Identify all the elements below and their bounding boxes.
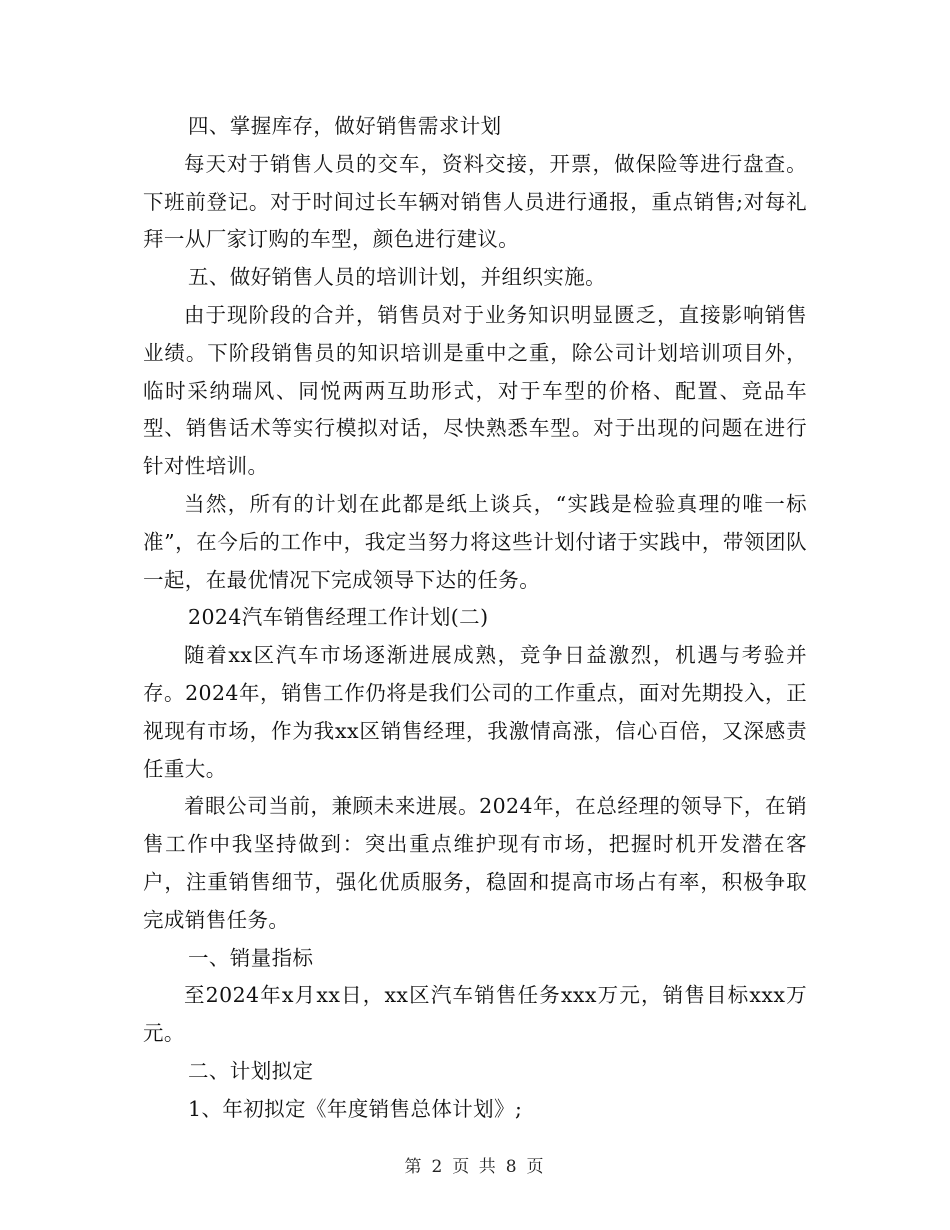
paragraph-focus: 着眼公司当前，兼顾未来进展。2024年，在总经理的领导下，在销售工作中我坚持做到：突出重点维护现有市场，把握时机开发潜在客户，注重销售细节，强化优质服务，稳固和提高市场占有率，积极争取完成销售任务。 <box>143 794 807 932</box>
paragraph-practice: 当然，所有的计划在此都是纸上谈兵，“实践是检验真理的唯一标准”，在今后的工作中，我定当努力将这些计划付诸于实践中，带领团队一起，在最优情况下完成领导下达的任务。 <box>143 491 807 592</box>
section-heading-plan: 二、计划拟定 <box>188 1058 314 1083</box>
paragraph-inventory-check: 每天对于销售人员的交车，资料交接，开票，做保险等进行盘查。下班前登记。对于时间过长车辆对销售人员进行通报，重点销售;对每礼拜一从厂家订购的车型，颜色进行建议。 <box>143 151 807 252</box>
footer-prefix: 第 <box>404 1157 424 1177</box>
document-subtitle: 2024汽车销售经理工作计划(二) <box>188 605 489 630</box>
section-heading-training: 五、做好销售人员的培训计划，并组织实施。 <box>188 265 606 290</box>
paragraph-training-plan: 由于现阶段的合并，销售员对于业务知识明显匮乏，直接影响销售业绩。下阶段销售员的知识培训是重中之重，除公司计划培训项目外，临时采纳瑞风、同悦两两互助形式，对于车型的价格、配置、竞品车型、销售话术等实行模拟对话，尽快熟悉车型。对于出现的问题在进行针对性培训。 <box>143 302 807 479</box>
paragraph-market-situation: 随着xx区汽车市场逐渐进展成熟，竞争日益激烈，机遇与考验并存。2024年，销售工作仍将是我们公司的工作重点，面对先期投入，正视现有市场，作为我xx区销售经理，我激情高涨，信心百倍，又深感责任重大。 <box>143 643 807 781</box>
list-item-annual-plan: 1、年初拟定《年度销售总体计划》; <box>188 1096 523 1121</box>
footer-middle: 页 共 <box>452 1157 498 1177</box>
paragraph-sales-target: 至2024年x月xx日，xx区汽车销售任务xxx万元，销售目标xxx万元。 <box>143 983 807 1046</box>
section-heading-inventory: 四、掌握库存，做好销售需求计划 <box>188 114 502 138</box>
footer-page-number: 2 <box>431 1157 445 1177</box>
page-footer <box>0 1152 950 1177</box>
footer-suffix: 页 <box>526 1157 546 1177</box>
section-heading-sales-target: 一、销量指标 <box>188 945 314 970</box>
footer-total-pages: 8 <box>505 1157 519 1177</box>
document-body <box>143 108 807 1129</box>
